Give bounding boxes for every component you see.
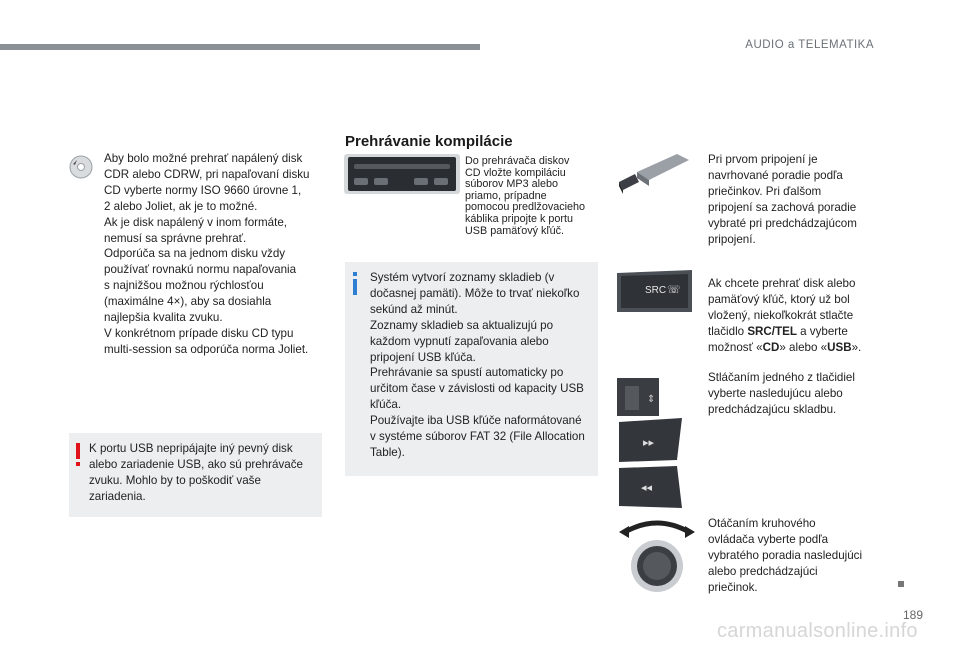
rotary-knob-icon <box>617 518 697 603</box>
cd-player-icon <box>344 154 460 199</box>
svg-text:▸▸: ▸▸ <box>643 436 655 449</box>
page-marker <box>898 581 904 587</box>
src-text-3: » alebo « <box>779 340 828 354</box>
rotary-knob-note: Otáčaním kruhového ovládača vyberte podľa vybratého poradia nasledujúci alebo predchádzajúci priečinok. <box>708 517 863 594</box>
svg-text:⇕: ⇕ <box>647 394 656 405</box>
src-text-4: ». <box>851 340 862 354</box>
seek-buttons-note: Stláčaním jedného z tlačidiel vyberte nasledujúcu alebo predchádzajúcu skladbu. <box>708 371 855 416</box>
section-title: AUDIO a TELEMATIKA <box>745 39 874 51</box>
src-instructions <box>708 276 888 356</box>
cd-option-label: CD <box>762 340 780 354</box>
src-text-1: Ak chcete prehrať disk alebo pamäťový kľúč, ktorý už bol vložený, niekoľkokrát stlačte tlačidlo <box>708 277 856 338</box>
header-bar <box>0 44 480 50</box>
src-key-label: SRC/TEL <box>747 324 797 338</box>
usb-option-label: USB <box>827 340 852 354</box>
watermark: carmanualsonline.info <box>717 620 918 642</box>
usb-warning-text: K portu USB nepripájajte iný pevný disk alebo zariadenie USB, ako sú prehrávače zvuku. Mohlo by to poškodiť vaše zariadenia. <box>89 442 303 503</box>
section-heading: Prehrávanie kompilácie <box>345 133 513 150</box>
info-icon <box>350 272 360 301</box>
usb-key-icon <box>617 152 692 202</box>
page-number: 189 <box>903 608 924 622</box>
src-text-2: a vyberte možnosť « <box>708 324 848 354</box>
first-connection-note: Pri prvom pripojení je navrhované poradie podľa priečinkov. Pri ďalšom pripojení sa zachová poradie vybraté pri predchádzajúcom pripojení. <box>708 153 857 246</box>
svg-text:◂◂: ◂◂ <box>641 481 653 494</box>
seek-buttons-icon <box>617 378 682 515</box>
warning-icon <box>73 443 83 472</box>
phone-icon: ☏ <box>667 284 681 296</box>
playlist-info-text: Systém vytvorí zoznamy skladieb (v dočasnej pamäti). Môže to trvať niekoľko sekúnd až minút. Zoznamy skladieb sa aktualizujú po každom vypnutí zapaľovania alebo pripojení USB kľúča. Prehrávanie sa spustí automaticky po určitom čase v závislosti od kapacity USB kľúča. Používajte iba USB kľúče naformátované v systéme súborov FAT 32 (File Allocation Table). <box>370 271 585 459</box>
cd-icon <box>69 155 93 184</box>
compilation-intro: Do prehrávača diskov CD vložte kompiláciu súborov MP3 alebo priamo, prípadne pomocou predlžovacieho káblika pripojte k portu USB pamäťový kľúč. <box>465 155 586 237</box>
src-label: SRC <box>645 285 667 296</box>
cd-burning-note: Aby bolo možné prehrať napálený disk CDR alebo CDRW, pri napaľovaní disku CD vyberte normy ISO 9660 úrovne 1, 2 alebo Joliet, ak je to možné. Ak je disk napálený v inom formáte, nemusí sa správne prehrať. Odporúča sa na jednom disku vždy používať rovnakú normu napaľovania s najnižšou možnou rýchlosťou (maximálne 4×), aby sa dosiahla najlepšia kvalita zvuku. V konkrétnom prípade disku CD typu multi-session sa odporúča norma Joliet. <box>104 152 310 356</box>
